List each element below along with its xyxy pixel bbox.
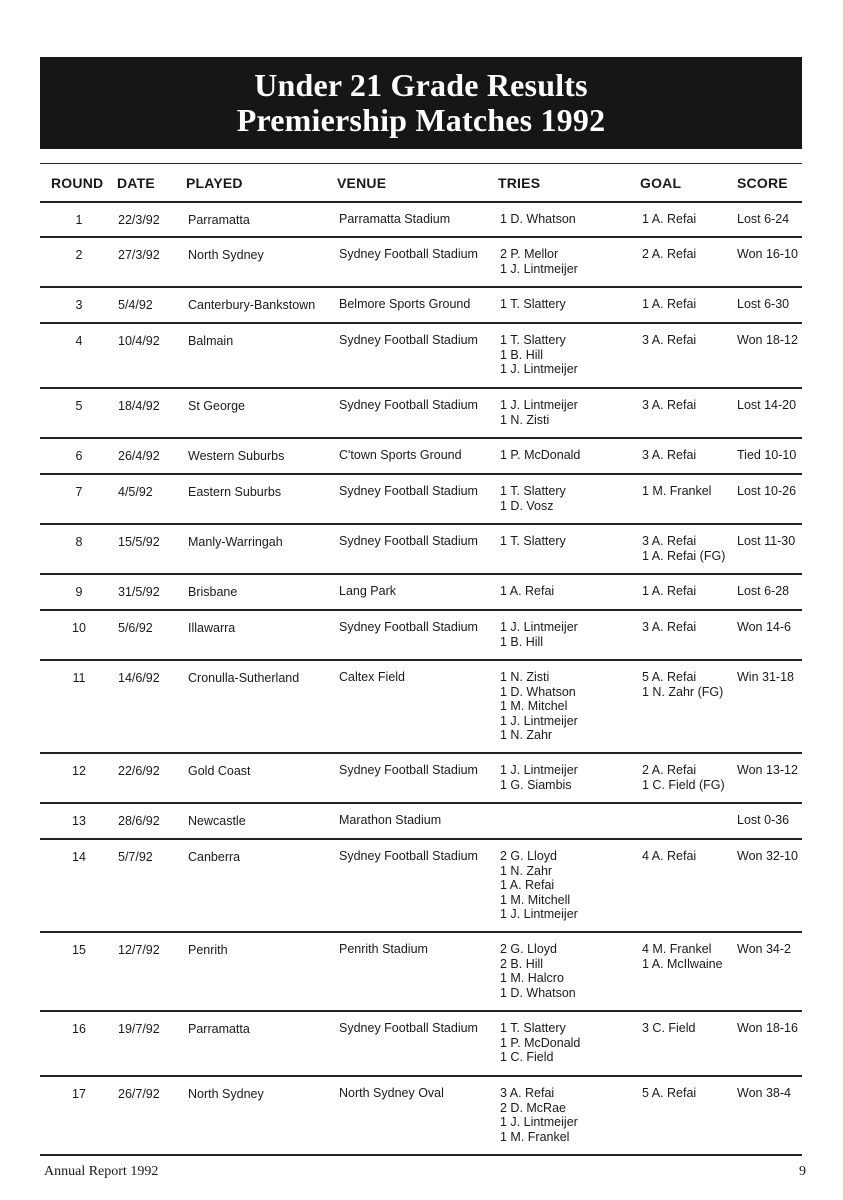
cell-played: Newcastle — [188, 814, 246, 828]
try-scorer: 2 P. Mellor — [500, 247, 559, 261]
goal-kicker: 1 A. Refai (FG) — [642, 548, 726, 563]
cell-venue: Lang Park — [339, 584, 396, 598]
table-row — [40, 475, 802, 525]
cell-played: Parramatta — [188, 213, 250, 227]
cell-goal — [638, 754, 735, 802]
cell-played: Cronulla-Sutherland — [188, 671, 300, 685]
cell-date: 26/7/92 — [118, 1087, 160, 1101]
cell-played: Brisbane — [188, 585, 238, 599]
header-round: ROUND — [51, 174, 104, 191]
cell-venue: Parramatta Stadium — [339, 212, 451, 226]
goal-kicker: 5 A. Refai — [642, 1086, 697, 1100]
cell-venue: Sydney Football Stadium — [339, 247, 478, 261]
goal-kicker: 1 C. Field (FG) — [642, 777, 725, 792]
cell-score: Won 38-4 — [737, 1086, 791, 1100]
cell-date: 22/6/92 — [118, 764, 160, 778]
try-scorer: 1 A. Refai — [500, 584, 555, 598]
try-scorer: 1 J. Lintmeijer — [500, 261, 578, 276]
try-scorer: 2 G. Lloyd — [500, 849, 557, 863]
cell-venue: Sydney Football Stadium — [339, 534, 478, 548]
cell-score: Won 13-12 — [737, 763, 798, 777]
cell-round: 5 — [75, 399, 83, 413]
cell-tries — [496, 389, 638, 437]
cell-tries — [496, 933, 638, 1010]
page-number: 9 — [799, 1164, 806, 1179]
cell-goal — [638, 804, 735, 838]
cell-date: 26/4/92 — [118, 449, 160, 463]
cell-round: 10 — [72, 621, 86, 635]
table-header — [40, 164, 802, 203]
goal-kicker: 3 A. Refai — [642, 620, 697, 634]
header-venue: VENUE — [337, 174, 387, 191]
goal-kicker: 2 A. Refai — [642, 247, 697, 261]
table-row — [40, 203, 802, 238]
try-scorer: 1 N. Zahr — [500, 863, 553, 878]
goal-kicker: 3 A. Refai — [642, 398, 697, 412]
cell-date: 12/7/92 — [118, 943, 160, 957]
cell-round: 3 — [75, 298, 83, 312]
cell-venue: Sydney Football Stadium — [339, 398, 478, 412]
table-row — [40, 439, 802, 475]
try-scorer: 1 J. Lintmeijer — [500, 398, 578, 412]
try-scorer: 1 T. Slattery — [500, 534, 566, 548]
header-played: PLAYED — [186, 174, 243, 191]
cell-venue: North Sydney Oval — [339, 1086, 444, 1100]
cell-round: 9 — [75, 585, 83, 599]
cell-venue: Marathon Stadium — [339, 813, 442, 827]
cell-score: Win 31-18 — [737, 670, 794, 684]
try-scorer: 1 T. Slattery — [500, 297, 566, 311]
goal-kicker: 1 M. Frankel — [642, 484, 712, 498]
table-row — [40, 1077, 802, 1156]
goal-kicker: 3 A. Refai — [642, 448, 697, 462]
try-scorer: 1 D. Whatson — [500, 985, 576, 1000]
table-row — [40, 840, 802, 933]
cell-venue: Sydney Football Stadium — [339, 849, 478, 863]
cell-date: 14/6/92 — [118, 671, 160, 685]
cell-tries — [496, 754, 638, 802]
header-tries: TRIES — [498, 174, 541, 191]
cell-round: 15 — [72, 943, 86, 957]
header-date: DATE — [117, 174, 155, 191]
cell-goal — [638, 238, 735, 286]
cell-tries — [496, 661, 638, 752]
cell-score: Lost 6-28 — [737, 584, 790, 598]
results-table — [40, 163, 802, 1156]
goal-kicker: 1 A. McIlwaine — [642, 956, 723, 971]
cell-round: 1 — [75, 213, 83, 227]
goal-kicker: 2 A. Refai — [642, 763, 697, 777]
try-scorer: 2 G. Lloyd — [500, 942, 557, 956]
cell-round: 4 — [75, 334, 83, 348]
page-footer — [44, 1164, 806, 1180]
cell-played: Western Suburbs — [188, 449, 285, 463]
header-goal: GOAL — [640, 174, 682, 191]
table-row — [40, 1012, 802, 1077]
cell-goal — [638, 1077, 735, 1154]
cell-played: Gold Coast — [188, 764, 251, 778]
cell-score: Won 32-10 — [737, 849, 798, 863]
try-scorer: 1 J. Lintmeijer — [500, 907, 578, 921]
cell-played: Eastern Suburbs — [188, 485, 282, 499]
try-scorer: 1 D. Whatson — [500, 212, 576, 226]
try-scorer: 3 A. Refai — [500, 1086, 555, 1100]
cell-goal — [638, 525, 735, 573]
try-scorer: 1 T. Slattery — [500, 1021, 566, 1035]
cell-date: 31/5/92 — [118, 585, 160, 599]
try-scorer: 2 D. McRae — [500, 1100, 566, 1115]
title-line-1: Under 21 Grade Results — [254, 67, 588, 103]
cell-score: Lost 0-36 — [737, 813, 790, 827]
cell-played: Canberra — [188, 850, 241, 864]
cell-played: Penrith — [188, 943, 228, 957]
cell-date: 27/3/92 — [118, 248, 160, 262]
cell-date: 28/6/92 — [118, 814, 160, 828]
cell-goal — [638, 661, 735, 752]
cell-score: Won 16-10 — [737, 247, 798, 261]
try-scorer: 1 M. Mitchell — [500, 892, 571, 907]
cell-score: Lost 14-20 — [737, 398, 797, 412]
table-row — [40, 389, 802, 439]
cell-venue: Belmore Sports Ground — [339, 297, 471, 311]
cell-date: 18/4/92 — [118, 399, 160, 413]
goal-kicker: 3 C. Field — [642, 1021, 696, 1035]
header-score: SCORE — [737, 174, 788, 191]
try-scorer: 1 A. Refai — [500, 878, 555, 892]
try-scorer: 1 D. Vosz — [500, 498, 554, 513]
goal-kicker: 1 A. Refai — [642, 212, 697, 226]
try-scorer: 1 T. Slattery — [500, 333, 566, 347]
try-scorer: 1 N. Zisti — [500, 412, 550, 427]
cell-tries — [496, 840, 638, 931]
cell-tries — [496, 611, 638, 659]
cell-goal — [638, 611, 735, 659]
goal-kicker: 1 N. Zahr (FG) — [642, 684, 724, 699]
cell-venue: Sydney Football Stadium — [339, 1021, 478, 1035]
try-scorer: 1 P. McDonald — [500, 448, 581, 462]
cell-date: 5/4/92 — [118, 298, 153, 312]
cell-date: 15/5/92 — [118, 535, 160, 549]
cell-date: 5/6/92 — [118, 621, 153, 635]
goal-kicker: 3 A. Refai — [642, 333, 697, 347]
cell-goal — [638, 439, 735, 473]
cell-goal — [638, 475, 735, 523]
cell-tries — [496, 439, 638, 473]
cell-round: 11 — [72, 671, 86, 685]
title-banner — [40, 57, 802, 149]
cell-tries — [496, 525, 638, 573]
cell-round: 13 — [72, 814, 86, 828]
cell-venue: Penrith Stadium — [339, 942, 428, 956]
cell-venue: C'town Sports Ground — [339, 448, 462, 462]
cell-score: Tied 10-10 — [737, 448, 797, 462]
cell-goal — [638, 288, 735, 322]
cell-date: 19/7/92 — [118, 1022, 160, 1036]
table-body — [40, 203, 802, 1156]
cell-score: Lost 11-30 — [737, 534, 796, 548]
title-line-2: Premiership Matches 1992 — [236, 102, 606, 138]
cell-round: 17 — [72, 1087, 86, 1101]
cell-tries — [496, 238, 638, 286]
try-scorer: 1 B. Hill — [500, 347, 544, 362]
cell-played: St George — [188, 399, 245, 413]
cell-score: Won 18-12 — [737, 333, 798, 347]
cell-score: Won 18-16 — [737, 1021, 798, 1035]
table-row — [40, 575, 802, 611]
cell-score: Lost 10-26 — [737, 484, 797, 498]
cell-score: Won 14-6 — [737, 620, 791, 634]
cell-venue: Sydney Football Stadium — [339, 763, 478, 777]
cell-date: 5/7/92 — [118, 850, 153, 864]
goal-kicker: 4 A. Refai — [642, 849, 697, 863]
cell-venue: Sydney Football Stadium — [339, 484, 478, 498]
cell-played: Parramatta — [188, 1022, 250, 1036]
try-scorer: 1 G. Siambis — [500, 777, 572, 792]
cell-tries — [496, 324, 638, 387]
goal-kicker: 5 A. Refai — [642, 670, 697, 684]
table-row — [40, 288, 802, 324]
cell-tries — [496, 1012, 638, 1075]
cell-goal — [638, 1012, 735, 1075]
cell-round: 8 — [75, 535, 83, 549]
cell-goal — [638, 203, 735, 236]
cell-tries — [496, 288, 638, 322]
try-scorer: 1 J. Lintmeijer — [500, 763, 578, 777]
table-row — [40, 661, 802, 754]
cell-goal — [638, 933, 735, 1010]
cell-goal — [638, 389, 735, 437]
cell-date: 22/3/92 — [118, 213, 160, 227]
goal-kicker: 4 M. Frankel — [642, 942, 712, 956]
cell-goal — [638, 575, 735, 609]
table-row — [40, 611, 802, 661]
cell-tries — [496, 203, 638, 236]
cell-tries — [496, 475, 638, 523]
cell-tries — [496, 1077, 638, 1154]
try-scorer: 1 J. Lintmeijer — [500, 620, 578, 634]
goal-kicker: 1 A. Refai — [642, 297, 697, 311]
table-row — [40, 525, 802, 575]
try-scorer: 1 B. Hill — [500, 634, 544, 649]
try-scorer: 2 B. Hill — [500, 956, 544, 971]
cell-played: Illawarra — [188, 621, 236, 635]
cell-goal — [638, 840, 735, 931]
try-scorer: 1 M. Frankel — [500, 1129, 570, 1144]
cell-played: North Sydney — [188, 1087, 264, 1101]
cell-round: 7 — [75, 485, 83, 499]
cell-round: 2 — [75, 248, 83, 262]
cell-score: Won 34-2 — [737, 942, 791, 956]
table-row — [40, 238, 802, 288]
cell-date: 10/4/92 — [118, 334, 160, 348]
try-scorer: 1 N. Zisti — [500, 670, 550, 684]
cell-played: Canterbury-Bankstown — [188, 298, 316, 312]
table-row — [40, 933, 802, 1012]
try-scorer: 1 J. Lintmeijer — [500, 1115, 578, 1129]
try-scorer: 1 P. McDonald — [500, 1035, 581, 1050]
cell-tries — [496, 575, 638, 609]
table-row — [40, 754, 802, 804]
goal-kicker: 3 A. Refai — [642, 534, 697, 548]
cell-round: 6 — [75, 449, 83, 463]
try-scorer: 1 J. Lintmeijer — [500, 362, 578, 376]
goal-kicker: 1 A. Refai — [642, 584, 697, 598]
cell-venue: Sydney Football Stadium — [339, 333, 478, 347]
footer-report-title: Annual Report 1992 — [44, 1164, 159, 1179]
cell-date: 4/5/92 — [118, 485, 153, 499]
try-scorer: 1 J. Lintmeijer — [500, 713, 578, 728]
cell-goal — [638, 324, 735, 387]
try-scorer: 1 T. Slattery — [500, 484, 566, 498]
cell-round: 16 — [72, 1022, 86, 1036]
cell-venue: Sydney Football Stadium — [339, 620, 478, 634]
table-row — [40, 804, 802, 840]
cell-round: 12 — [72, 764, 86, 778]
cell-round: 14 — [72, 850, 86, 864]
cell-played: North Sydney — [188, 248, 264, 262]
table-row — [40, 324, 802, 389]
cell-score: Lost 6-24 — [737, 212, 790, 226]
cell-played: Balmain — [188, 334, 234, 348]
try-scorer: 1 D. Whatson — [500, 684, 576, 699]
cell-score: Lost 6-30 — [737, 297, 790, 311]
try-scorer: 1 M. Halcro — [500, 971, 564, 985]
try-scorer: 1 C. Field — [500, 1050, 554, 1064]
cell-venue: Caltex Field — [339, 670, 405, 684]
try-scorer: 1 M. Mitchel — [500, 699, 568, 713]
cell-played: Manly-Warringah — [188, 535, 283, 549]
try-scorer: 1 N. Zahr — [500, 728, 553, 742]
cell-tries — [496, 804, 638, 838]
